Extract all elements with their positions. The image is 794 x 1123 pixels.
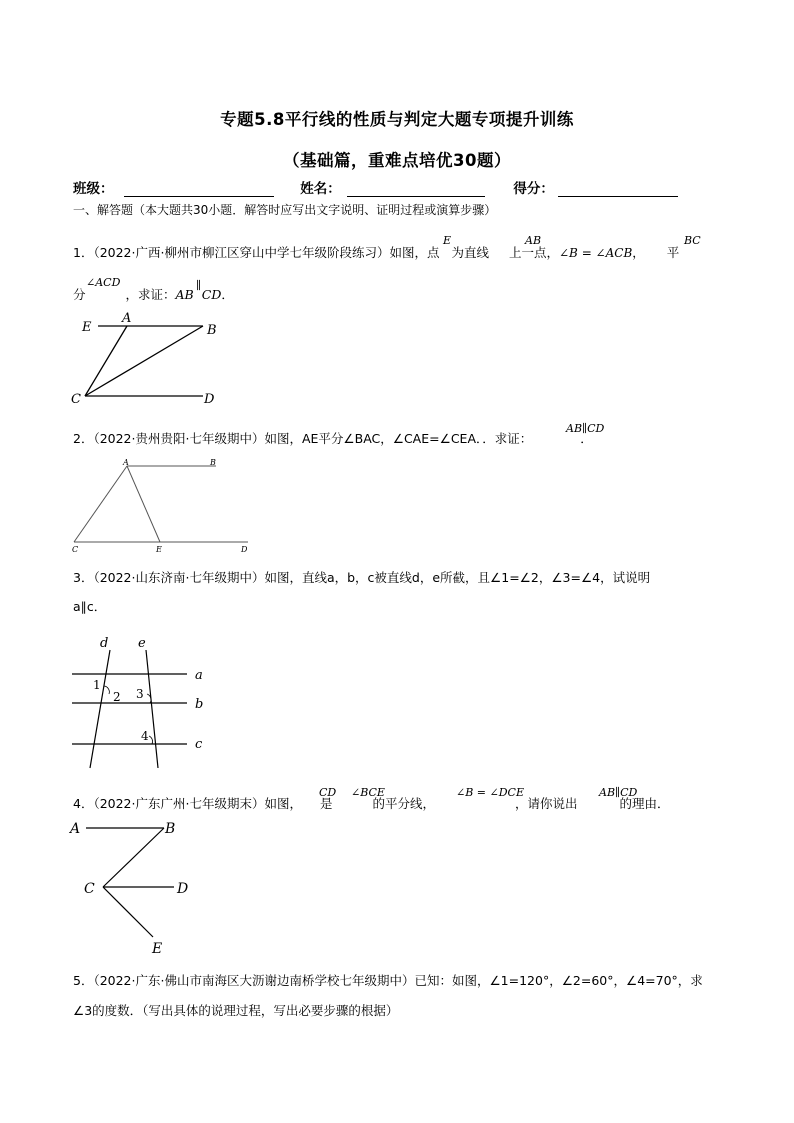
q5-line2: ∠3的度数．（写出具体的说理过程，写出必要步骤的根据） bbox=[73, 1003, 399, 1018]
q4-abcd: AB∥CD bbox=[599, 786, 638, 799]
q4-prefix: 4．（2022·广东广州·七年级期末）如图， bbox=[73, 796, 302, 811]
info-line bbox=[73, 181, 678, 197]
q2-end: ． bbox=[580, 431, 593, 446]
q1-ping: 平 bbox=[666, 245, 680, 260]
q4-eq: ∠B = ∠DCE bbox=[456, 786, 524, 799]
q1-line2 bbox=[73, 287, 234, 303]
q3-line1: 3．（2022·山东济南·七年级期中）如图，直线a，b，c被直线d，e所截，且∠1=∠2，∠3=∠4，试说明 bbox=[73, 570, 651, 585]
q1-label-b: B bbox=[207, 323, 217, 338]
q1-par: ∥ bbox=[196, 279, 202, 292]
q4-ask: ，请你说出 bbox=[515, 796, 578, 811]
q4-bce: ∠BCE bbox=[351, 786, 385, 799]
q4-label-d: D bbox=[177, 881, 189, 897]
q1-cd-text: CD bbox=[201, 287, 222, 302]
q4-shi: 是 bbox=[319, 796, 333, 811]
q1-figure bbox=[60, 310, 240, 410]
section-heading: 一、解答题（本大题共30小题．解答时应写出文字说明、证明过程或演算步骤） bbox=[73, 203, 497, 217]
q4-line-bc bbox=[103, 828, 164, 887]
q1-end: ． bbox=[221, 287, 234, 302]
q2-text: 2．（2022·贵州贵阳·七年级期中）如图，AE平分∠BAC，∠CAE=∠CEA．．求证： bbox=[73, 431, 533, 446]
q1-e: E bbox=[443, 234, 452, 247]
q2-label-b: B bbox=[210, 458, 216, 467]
q4-figure bbox=[62, 815, 212, 960]
q1-ab: AB bbox=[525, 234, 542, 247]
q3-line-d bbox=[90, 650, 110, 768]
q1-angles: ∠B = ∠ACB bbox=[559, 246, 633, 260]
q3-label-e: e bbox=[138, 636, 146, 651]
q3-label-1: 1 bbox=[93, 678, 101, 692]
q1-line-ac bbox=[85, 326, 127, 396]
score-label: 得分： bbox=[513, 181, 554, 197]
q1-label-e: E bbox=[82, 320, 92, 335]
score-field[interactable] bbox=[558, 182, 678, 197]
q4-line-ce bbox=[103, 887, 153, 937]
q3-label-3: 3 bbox=[136, 687, 144, 701]
q3-label-a: a bbox=[195, 668, 203, 683]
q2-line-ae bbox=[127, 466, 160, 542]
q3-label-2: 2 bbox=[113, 690, 121, 704]
q4-label-c: C bbox=[84, 881, 95, 897]
q2-label-e: E bbox=[156, 545, 162, 554]
q3-label-b: b bbox=[195, 697, 204, 712]
q3-label-4: 4 bbox=[141, 729, 149, 743]
q3-label-d: d bbox=[100, 636, 109, 651]
q1-bc: BC bbox=[684, 234, 701, 247]
q1-label-a: A bbox=[122, 311, 132, 326]
q1-mid2: 上一点， bbox=[508, 245, 559, 260]
q2-figure bbox=[66, 456, 256, 560]
q3-line-e bbox=[146, 650, 158, 768]
q2-label-a: A bbox=[123, 458, 129, 467]
q1-line2-a: 分 bbox=[73, 287, 86, 302]
page-subtitle: （基础篇，重难点培优30题） bbox=[283, 151, 511, 170]
q4-label-a: A bbox=[70, 821, 81, 837]
q1-line2-b: ，求证： bbox=[125, 287, 176, 302]
class-field[interactable] bbox=[124, 182, 274, 197]
q2-line bbox=[73, 431, 593, 447]
q2-label-d: D bbox=[241, 545, 248, 554]
q2-line-ac bbox=[74, 466, 127, 542]
q2-label-c: C bbox=[72, 545, 79, 554]
q4-cd: CD bbox=[319, 786, 337, 799]
q2-target: AB∥CD bbox=[566, 422, 605, 435]
q1-ab-text: AB bbox=[175, 287, 194, 302]
q3-line2: a∥c． bbox=[73, 599, 107, 614]
q3-figure bbox=[62, 628, 222, 773]
q1-prefix: 1．（2022·广西·柳州市柳江区穿山中学七年级阶段练习）如图，点 bbox=[73, 245, 440, 260]
q4-mid: 的平分线， bbox=[372, 796, 435, 811]
q3-label-c: c bbox=[195, 737, 203, 752]
q1-line-bc bbox=[85, 326, 203, 396]
q1-label-c: C bbox=[71, 392, 81, 407]
q4-end: 的理由． bbox=[619, 796, 670, 811]
q1-label-d: D bbox=[204, 392, 215, 407]
q4-label-b: B bbox=[165, 821, 176, 837]
name-field[interactable] bbox=[347, 182, 485, 197]
q1-mid1: 为直线 bbox=[451, 245, 489, 260]
name-label: 姓名： bbox=[300, 181, 341, 197]
q1-line1: 1．（2022·广西·柳州市柳江区穿山中学七年级阶段练习）如图，点 为直线 上一点，∠B = ∠ACB， 平 bbox=[73, 245, 680, 260]
q1-acd: ∠ACD bbox=[86, 276, 121, 289]
q3-arc-4 bbox=[149, 736, 153, 744]
q3-arc-2 bbox=[104, 686, 109, 694]
class-label: 班级： bbox=[73, 181, 114, 197]
q4-label-e: E bbox=[152, 941, 163, 957]
q5-line1: 5．（2022·广东·佛山市南海区大沥谢边南桥学校七年级期中）已知：如图，∠1=120°，∠2=60°，∠4=70°，求 bbox=[73, 973, 703, 988]
page-title: 专题5.8平行线的性质与判定大题专项提升训练 bbox=[220, 110, 574, 129]
